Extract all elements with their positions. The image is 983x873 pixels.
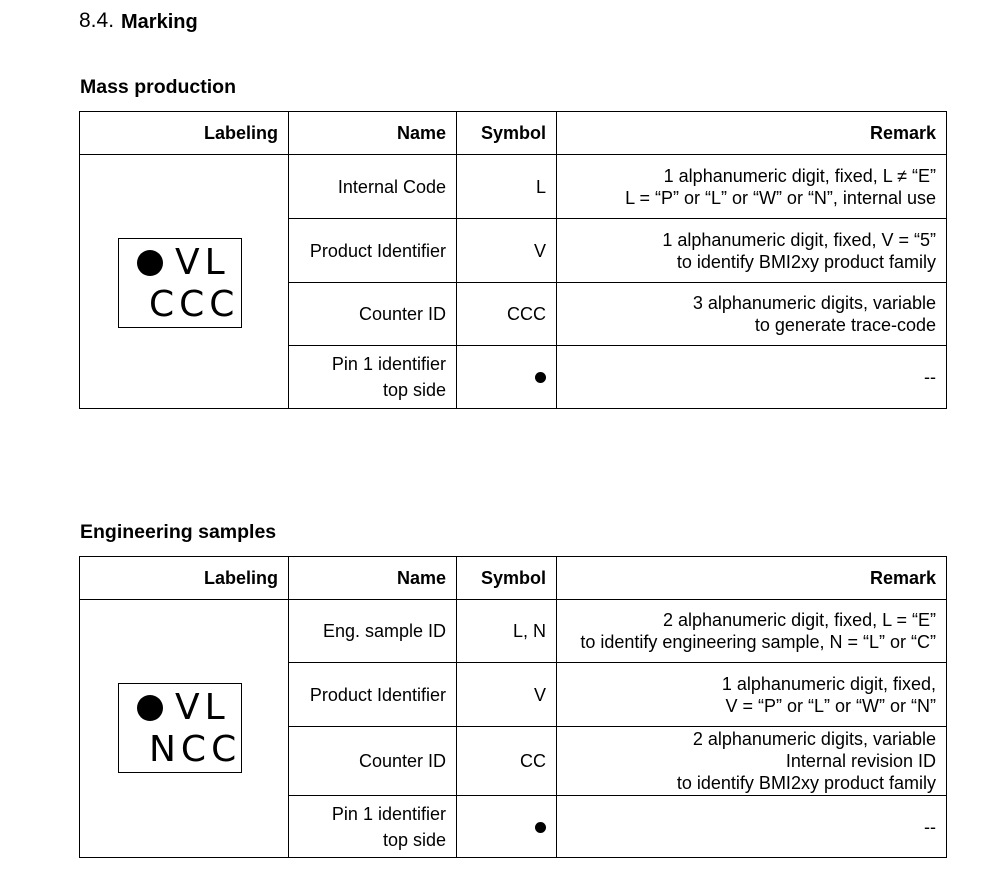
row-name: Pin 1 identifier top side bbox=[289, 796, 457, 858]
label-line1: VL bbox=[175, 687, 230, 728]
pin1-dot-icon bbox=[535, 372, 546, 383]
row-name: Eng. sample ID bbox=[289, 600, 457, 663]
row-symbol: L bbox=[457, 155, 557, 219]
table-header-row bbox=[80, 112, 947, 155]
engineering-samples-heading: Engineering samples bbox=[80, 521, 277, 543]
row-remark: -- bbox=[557, 796, 947, 858]
engineering-samples-table bbox=[79, 556, 947, 858]
header-remark: Remark bbox=[557, 557, 947, 600]
row-remark: -- bbox=[557, 346, 947, 409]
section-title: Marking bbox=[121, 11, 198, 33]
labeling-cell bbox=[80, 155, 289, 409]
row-name: Counter ID bbox=[289, 283, 457, 346]
header-symbol: Symbol bbox=[457, 112, 557, 155]
row-remark: 2 alphanumeric digit, fixed, L = “E” to identify engineering sample, N = “L” or “C” bbox=[557, 600, 947, 663]
table-row bbox=[80, 155, 947, 219]
table-header-row bbox=[80, 557, 947, 600]
marking-label-box bbox=[118, 683, 242, 773]
table-row bbox=[80, 600, 947, 663]
row-remark: 1 alphanumeric digit, fixed, V = “5” to identify BMI2xy product family bbox=[557, 219, 947, 283]
row-symbol: V bbox=[457, 219, 557, 283]
header-remark: Remark bbox=[557, 112, 947, 155]
row-name: Product Identifier bbox=[289, 219, 457, 283]
label-line2: CCC bbox=[149, 284, 240, 325]
row-symbol bbox=[457, 796, 557, 858]
row-remark: 1 alphanumeric digit, fixed, V = “P” or “L” or “W” or “N” bbox=[557, 663, 947, 727]
row-symbol: CC bbox=[457, 727, 557, 796]
row-remark: 1 alphanumeric digit, fixed, L ≠ “E” L = “P” or “L” or “W” or “N”, internal use bbox=[557, 155, 947, 219]
pin1-dot-icon bbox=[137, 250, 163, 276]
header-symbol: Symbol bbox=[457, 557, 557, 600]
pin1-dot-icon bbox=[535, 822, 546, 833]
header-name: Name bbox=[289, 112, 457, 155]
header-labeling: Labeling bbox=[80, 557, 289, 600]
row-symbol: L, N bbox=[457, 600, 557, 663]
row-name: Pin 1 identifier top side bbox=[289, 346, 457, 409]
label-line2: NCC bbox=[149, 729, 242, 770]
marking-label-box bbox=[118, 238, 242, 328]
row-symbol bbox=[457, 346, 557, 409]
mass-production-table bbox=[79, 111, 947, 409]
row-symbol: CCC bbox=[457, 283, 557, 346]
mass-production-heading: Mass production bbox=[80, 76, 237, 98]
labeling-cell bbox=[80, 600, 289, 858]
row-remark: 2 alphanumeric digits, variable Internal revision ID to identify BMI2xy product family bbox=[557, 727, 947, 796]
row-symbol: V bbox=[457, 663, 557, 727]
header-name: Name bbox=[289, 557, 457, 600]
pin1-dot-icon bbox=[137, 695, 163, 721]
header-labeling: Labeling bbox=[80, 112, 289, 155]
row-name: Product Identifier bbox=[289, 663, 457, 727]
section-number: 8.4. bbox=[79, 9, 115, 32]
row-name: Internal Code bbox=[289, 155, 457, 219]
row-remark: 3 alphanumeric digits, variable to generate trace-code bbox=[557, 283, 947, 346]
row-name: Counter ID bbox=[289, 727, 457, 796]
label-line1: VL bbox=[175, 242, 230, 283]
